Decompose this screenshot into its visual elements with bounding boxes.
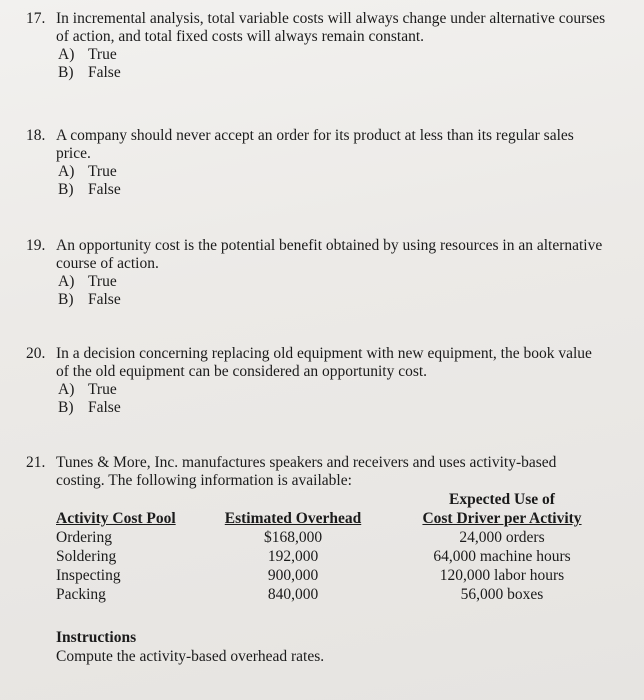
option-a	[58, 273, 636, 291]
question-number: 17.	[26, 10, 46, 27]
question-stem	[56, 345, 636, 381]
stem-line: course of action.	[56, 255, 159, 272]
question-17	[26, 10, 636, 82]
column-activity-cost-pool	[56, 490, 206, 604]
stem-line: Tunes & More, Inc. manufactures speakers and receivers and uses activity-based	[56, 454, 557, 471]
option-letter: B)	[58, 64, 74, 81]
option-text: True	[88, 163, 117, 180]
table-cell-pool: Packing	[56, 586, 106, 603]
table-cell-use: 64,000 machine hours	[433, 548, 571, 565]
option-letter: A)	[58, 46, 75, 63]
option-letter: A)	[58, 273, 75, 290]
table-cell-pool: Soldering	[56, 548, 117, 565]
stem-line: price.	[56, 145, 91, 162]
question-stem	[56, 127, 636, 163]
table-cell-overhead: 192,000	[267, 548, 319, 565]
option-text: False	[88, 291, 121, 308]
option-text: False	[88, 64, 121, 81]
table-cell-use: 120,000 labor hours	[439, 567, 565, 584]
question-number: 19.	[26, 237, 46, 254]
stem-line: In incremental analysis, total variable costs will always change under alternative courses	[56, 10, 606, 27]
header-activity-cost-pool: Activity Cost Pool	[56, 510, 176, 527]
question-number: 20.	[26, 345, 46, 362]
option-text: False	[88, 181, 121, 198]
header-expected-use-top: Expected Use of	[449, 491, 555, 508]
option-b	[58, 181, 636, 199]
option-a	[58, 163, 636, 181]
question-stem	[56, 237, 636, 273]
stem-line: An opportunity cost is the potential benefit obtained by using resources in an alternative	[56, 237, 603, 254]
table-cell-pool: Inspecting	[56, 567, 121, 584]
option-a	[58, 46, 636, 64]
option-a	[58, 381, 636, 399]
instructions-heading: Instructions	[56, 629, 137, 646]
table-cell-overhead: $168,000	[263, 529, 323, 546]
option-letter: B)	[58, 291, 74, 308]
instructions-text: Compute the activity-based overhead rates.	[56, 648, 325, 665]
option-text: False	[88, 399, 121, 416]
question-number: 21.	[26, 454, 46, 471]
stem-line: costing. The following information is available:	[56, 472, 352, 489]
option-letter: A)	[58, 163, 75, 180]
question-20	[26, 345, 636, 417]
option-letter: B)	[58, 181, 74, 198]
option-letter: B)	[58, 399, 74, 416]
stem-line: of action, and total fixed costs will always remain constant.	[56, 28, 425, 45]
option-text: True	[88, 46, 117, 63]
question-number: 18.	[26, 127, 46, 144]
question-stem	[56, 10, 636, 46]
option-b	[58, 64, 636, 82]
header-cost-driver: Cost Driver per Activity	[422, 510, 582, 527]
stem-line: In a decision concerning replacing old equipment with new equipment, the book value	[56, 345, 592, 362]
table-cell-use: 56,000 boxes	[460, 586, 544, 603]
question-18	[26, 127, 636, 199]
table-cell-pool: Ordering	[56, 529, 112, 546]
option-text: True	[88, 273, 117, 290]
instructions	[56, 628, 324, 666]
header-estimated-overhead: Estimated Overhead	[224, 510, 362, 527]
stem-line: of the old equipment can be considered an opportunity cost.	[56, 363, 428, 380]
question-21	[26, 454, 636, 490]
option-text: True	[88, 381, 117, 398]
table-cell-overhead: 840,000	[267, 586, 319, 603]
table-cell-overhead: 900,000	[267, 567, 319, 584]
option-b	[58, 399, 636, 417]
question-19	[26, 237, 636, 309]
stem-line: A company should never accept an order for its product at less than its regular sales	[56, 127, 574, 144]
option-b	[58, 291, 636, 309]
question-stem	[56, 454, 636, 490]
column-estimated-overhead	[218, 490, 368, 604]
table-cell-use: 24,000 orders	[459, 529, 545, 546]
column-expected-use	[392, 490, 612, 604]
option-letter: A)	[58, 381, 75, 398]
